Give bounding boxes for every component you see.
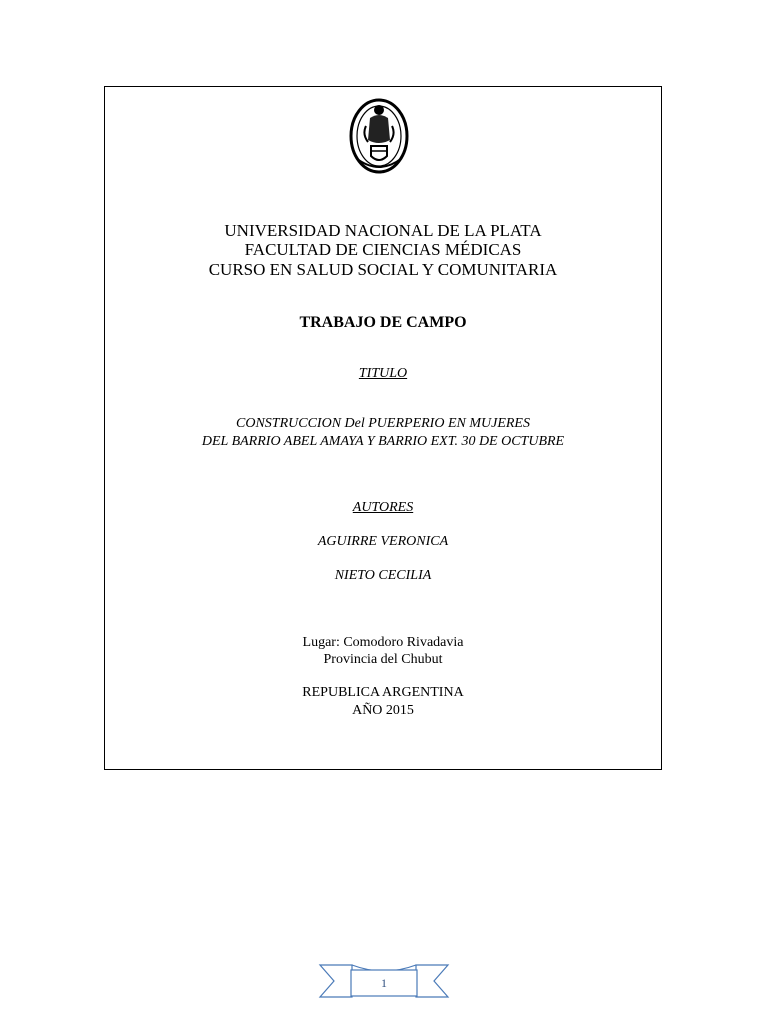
country-line: REPUBLICA ARGENTINA [302, 685, 464, 700]
course-name: CURSO EN SALUD SOCIAL Y COMUNITARIA [208, 260, 558, 279]
title-line-2: DEL BARRIO ABEL AMAYA Y BARRIO EXT. 30 DE OCTUBRE [201, 434, 565, 449]
author-name: AGUIRRE VERONICA [317, 534, 449, 549]
author-name: NIETO CECILIA [334, 568, 432, 583]
year-line: AÑO 2015 [352, 703, 414, 718]
place-line-1: Lugar: Comodoro Rivadavia [302, 635, 464, 650]
title-heading: TITULO [358, 366, 408, 381]
place-line-2: Provincia del Chubut [323, 652, 443, 667]
document-type: TRABAJO DE CAMPO [299, 314, 467, 331]
university-name: UNIVERSIDAD NACIONAL DE LA PLATA [224, 221, 542, 240]
authors-heading: AUTORES [352, 500, 414, 515]
faculty-name: FACULTAD DE CIENCIAS MÉDICAS [244, 240, 522, 259]
page-number: 1 [381, 976, 387, 990]
university-seal-icon [348, 96, 410, 174]
title-line-1: CONSTRUCCION Del PUERPERIO EN MUJERES [236, 416, 530, 431]
